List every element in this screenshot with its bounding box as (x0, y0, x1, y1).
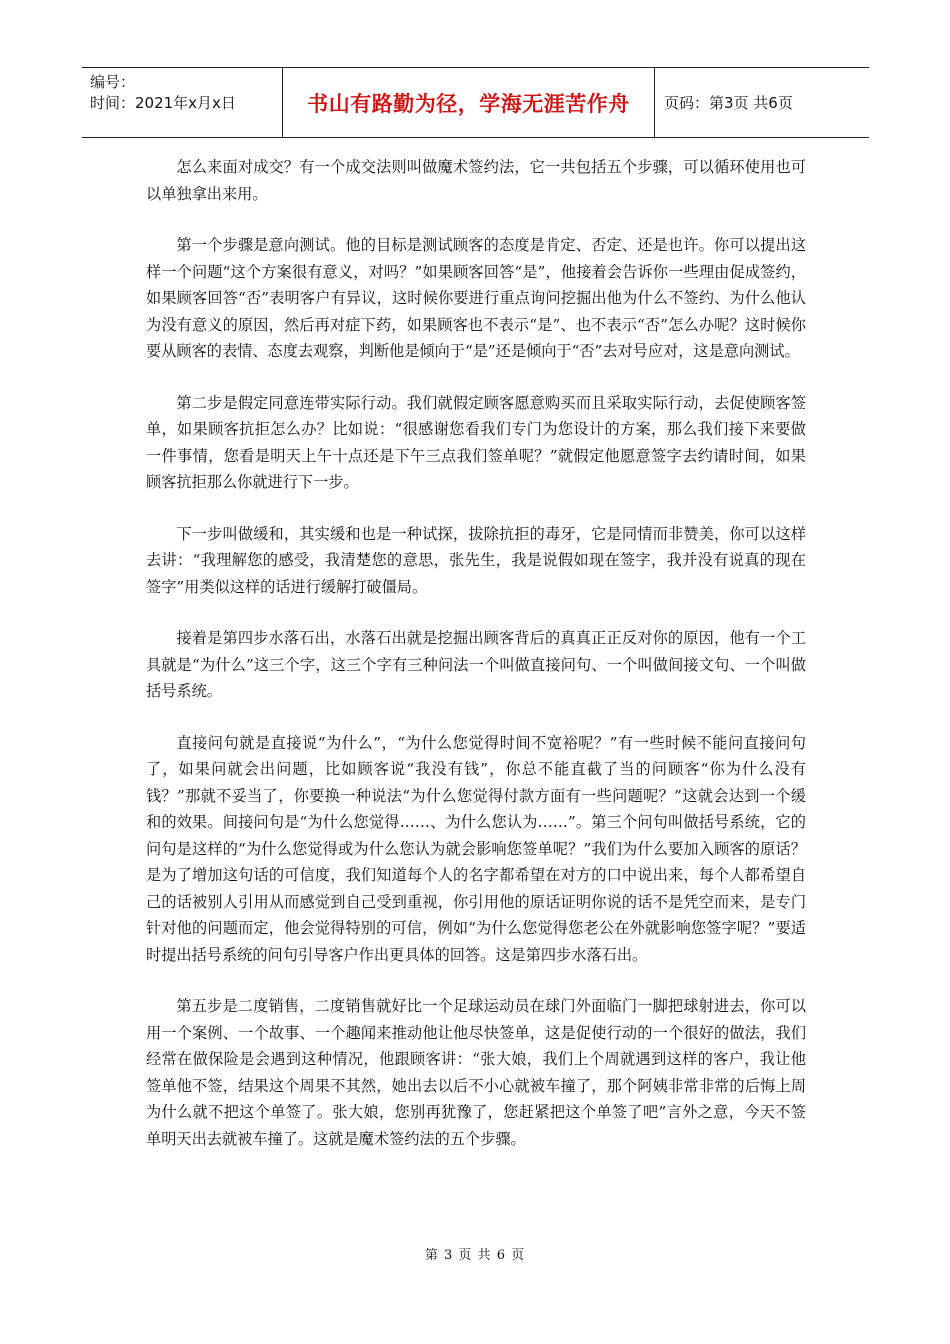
header-meta (82, 68, 283, 137)
paragraph-step-5: 第五步是二度销售，二度销售就好比一个足球运动员在球门外面临门一脚把球射进去，你可以用一个案例、一个故事、一个趣闻来推动他让他尽快签单，这是促使行动的一个很好的做法，我们经常在做保险是会遇到这种情况，他跟顾客讲：“张大娘，我们上个周就遇到这样的客户，我让他签单他不签，结果这个周果不其然，她出去以后不小心就被车撞了，那个阿姨非常非常的后悔上周为什么就不把这个单签了。张大娘，您别再犹豫了，您赶紧把这个单签了吧”言外之意，今天不签单明天出去就被车撞了。这就是魔术签约法的五个步骤。 (146, 997, 806, 1148)
page-footer: 第 3 页 共 6 页 (424, 1248, 526, 1263)
document-number-label: 编号： (90, 73, 136, 91)
paragraph-step-2: 第二步是假定同意连带实际行动。我们就假定顾客愿意购买而且采取实际行动，去促使顾客签单，如果顾客抗拒怎么办？比如说：“很感谢您看我们专门为您设计的方案，那么我们接下来要做一件事情，您看是明天上午十点还是下午三点我们签单呢？”就假定他愿意签字去约请时间，如果顾客抗拒那么你就进行下一步。 (146, 393, 806, 491)
paragraph-intro: 怎么来面对成交？有一个成交法则叫做魔术签约法，它一共包括五个步骤，可以循环使用也可以单独拿出来用。 (146, 158, 806, 203)
page-header (82, 67, 869, 138)
paragraph-step-1: 第一个步骤是意向测试。他的目标是测试顾客的态度是肯定、否定、还是也许。你可以提出这样一个问题“这个方案很有意义，对吗？”如果顾客回答“是”，他接着会告诉你一些理由促成签约，如果顾客回答“否”表明客户有异议，这时候你要进行重点询问挖掘出他为什么不签约、为什么他认为没有意义的原因，然后再对症下药，如果顾客也不表示“是”、也不表示“否”怎么办呢？这时候你要从顾客的表情、态度去观察，判断他是倾向于“是”还是倾向于“否”去对号应对，这是意向测试。 (146, 236, 806, 360)
document-body (146, 154, 806, 1177)
document-date-label: 时间：2021年x月x日 (90, 94, 236, 112)
paragraph-step-4: 接着是第四步水落石出，水落石出就是挖掘出顾客背后的真真正正反对你的原因，他有一个工具就是“为什么”这三个字，这三个字有三种问法一个叫做直接问句、一个叫做间接文句、一个叫做括号系统。 (146, 629, 806, 700)
paragraph-step-3: 下一步叫做缓和，其实缓和也是一种试探，拔除抗拒的毒牙，它是同情而非赞美，你可以这样去讲：“我理解您的感受，我清楚您的意思，张先生，我是说假如现在签字，我并没有说真的现在签字”用类似这样的话进行缓解打破僵局。 (146, 524, 806, 596)
header-motto: 书山有路勤为径，学海无涯苦作舟 (283, 68, 655, 137)
paragraph-step-4-detail: 直接问句就是直接说“为什么”，“为什么您觉得时间不宽裕呢？”有一些时候不能问直接问句了，如果问就会出问题，比如顾客说“我没有钱”，你总不能直截了当的问顾客“你为什么没有钱？”那就不妥当了，你要换一种说法“为什么您觉得付款方面有一些问题呢？”这就会达到一个缓和的效果。间接问句是“为什么您觉得……、为什么您认为……”。第三个问句叫做括号系统，它的问句是这样的“为什么您觉得或为什么您认为就会影响您签单呢？”我们为什么要加入顾客的原话？是为了增加这句话的可信度，我们知道每个人的名字都希望在对方的口中说出来，每个人都希望自己的话被别人引用从而感觉到自己受到重视，你引用他的原话证明你说的话不是凭空而来，是专门针对他的问题而定，他会觉得特别的可信，例如“为什么您觉得您老公在外就影响您签字呢？”要适时提出括号系统的问句引导客户作出更具体的回答。这是第四步水落石出。 (146, 733, 806, 964)
header-page-info: 页码：第3页 共6页 (664, 94, 793, 112)
